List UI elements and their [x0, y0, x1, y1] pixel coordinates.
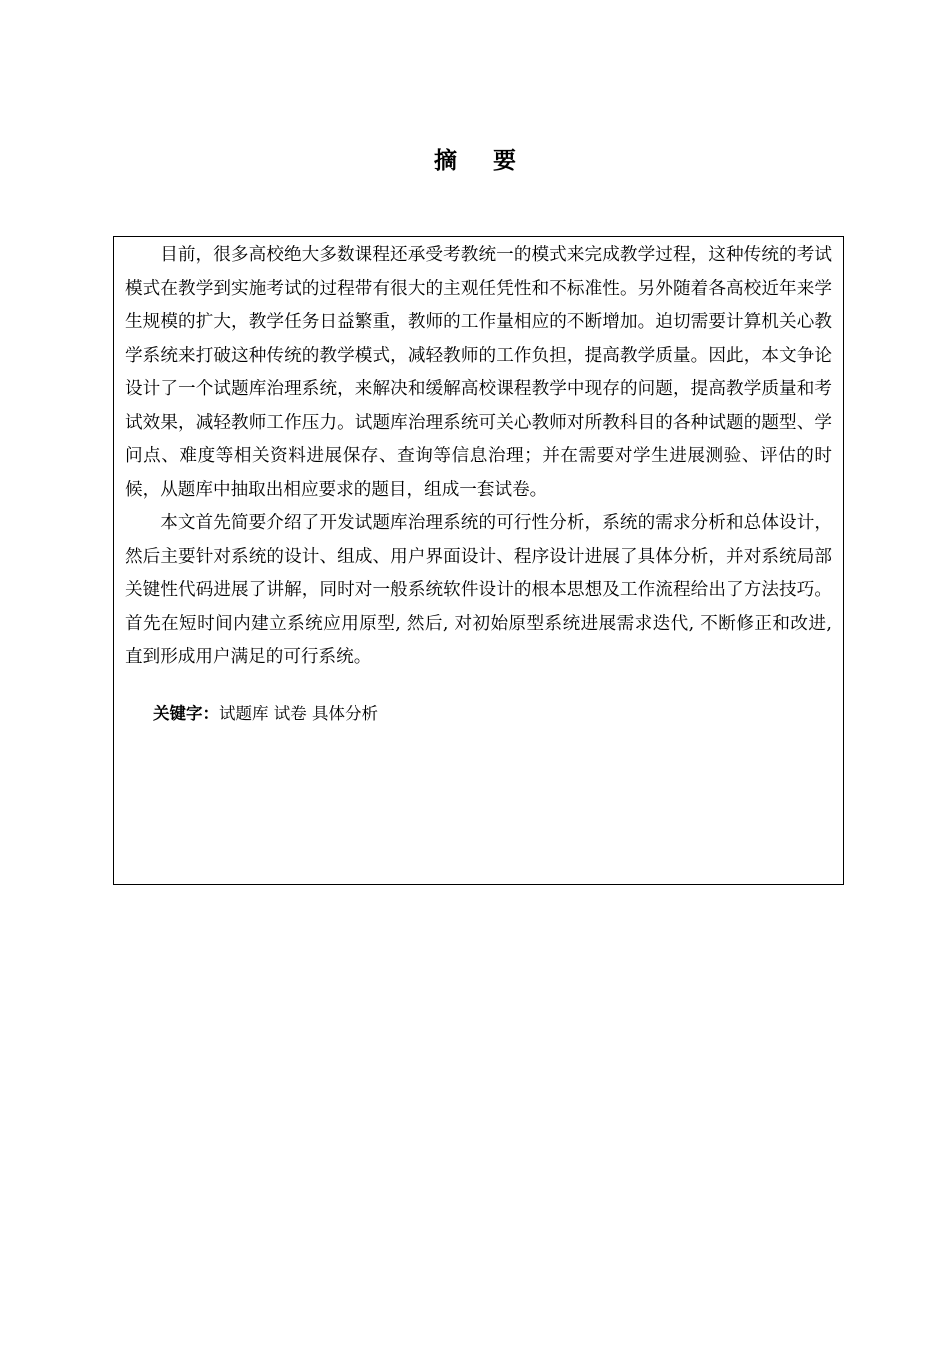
- abstract-paragraph-1: 目前，很多高校绝大多数课程还承受考教统一的模式来完成教学过程，这种传统的考试模式在教学到实施考试的过程带有很大的主观任凭性和不标准性。另外随着各高校近年来学生规模的扩大，教学任务日益繁重，教师的工作量相应的不断增加。迫切需要计算机关心教学系统来打破这种传统的教学模式，减轻教师的工作负担，提高教学质量。因此，本文争论设计了一个试题库治理系统，来解决和缓解高校课程教学中现存的问题，提高教学质量和考试效果，减轻教师工作压力。试题库治理系统可关心教师对所教科目的各种试题的题型、学问点、难度等相关资料进展保存、查询等信息治理；并在需要对学生进展测验、评估的时候，从题库中抽取出相应要求的题目，组成一套试卷。: [125, 245, 832, 500]
- keywords-text: 试题库 试卷 具体分析: [219, 703, 378, 723]
- keywords-label: 关键字：: [153, 703, 219, 723]
- page-title: 摘要: [434, 148, 552, 174]
- abstract-paragraph-2: 本文首先简要介绍了开发试题库治理系统的可行性分析，系统的需求分析和总体设计，然后主要针对系统的设计、组成、用户界面设计、程序设计进展了具体分析，并对系统局部关键性代码进展了讲解，同时对一般系统软件设计的根本思想及工作流程给出了方法技巧。首先在短时间内建立系统应用原型, 然后, 对初始原型系统进展需求迭代, 不断修正和改进, 直到形成用户满足的可行系统。: [125, 513, 832, 667]
- abstract-box: [113, 236, 844, 885]
- keywords-line: [125, 697, 832, 730]
